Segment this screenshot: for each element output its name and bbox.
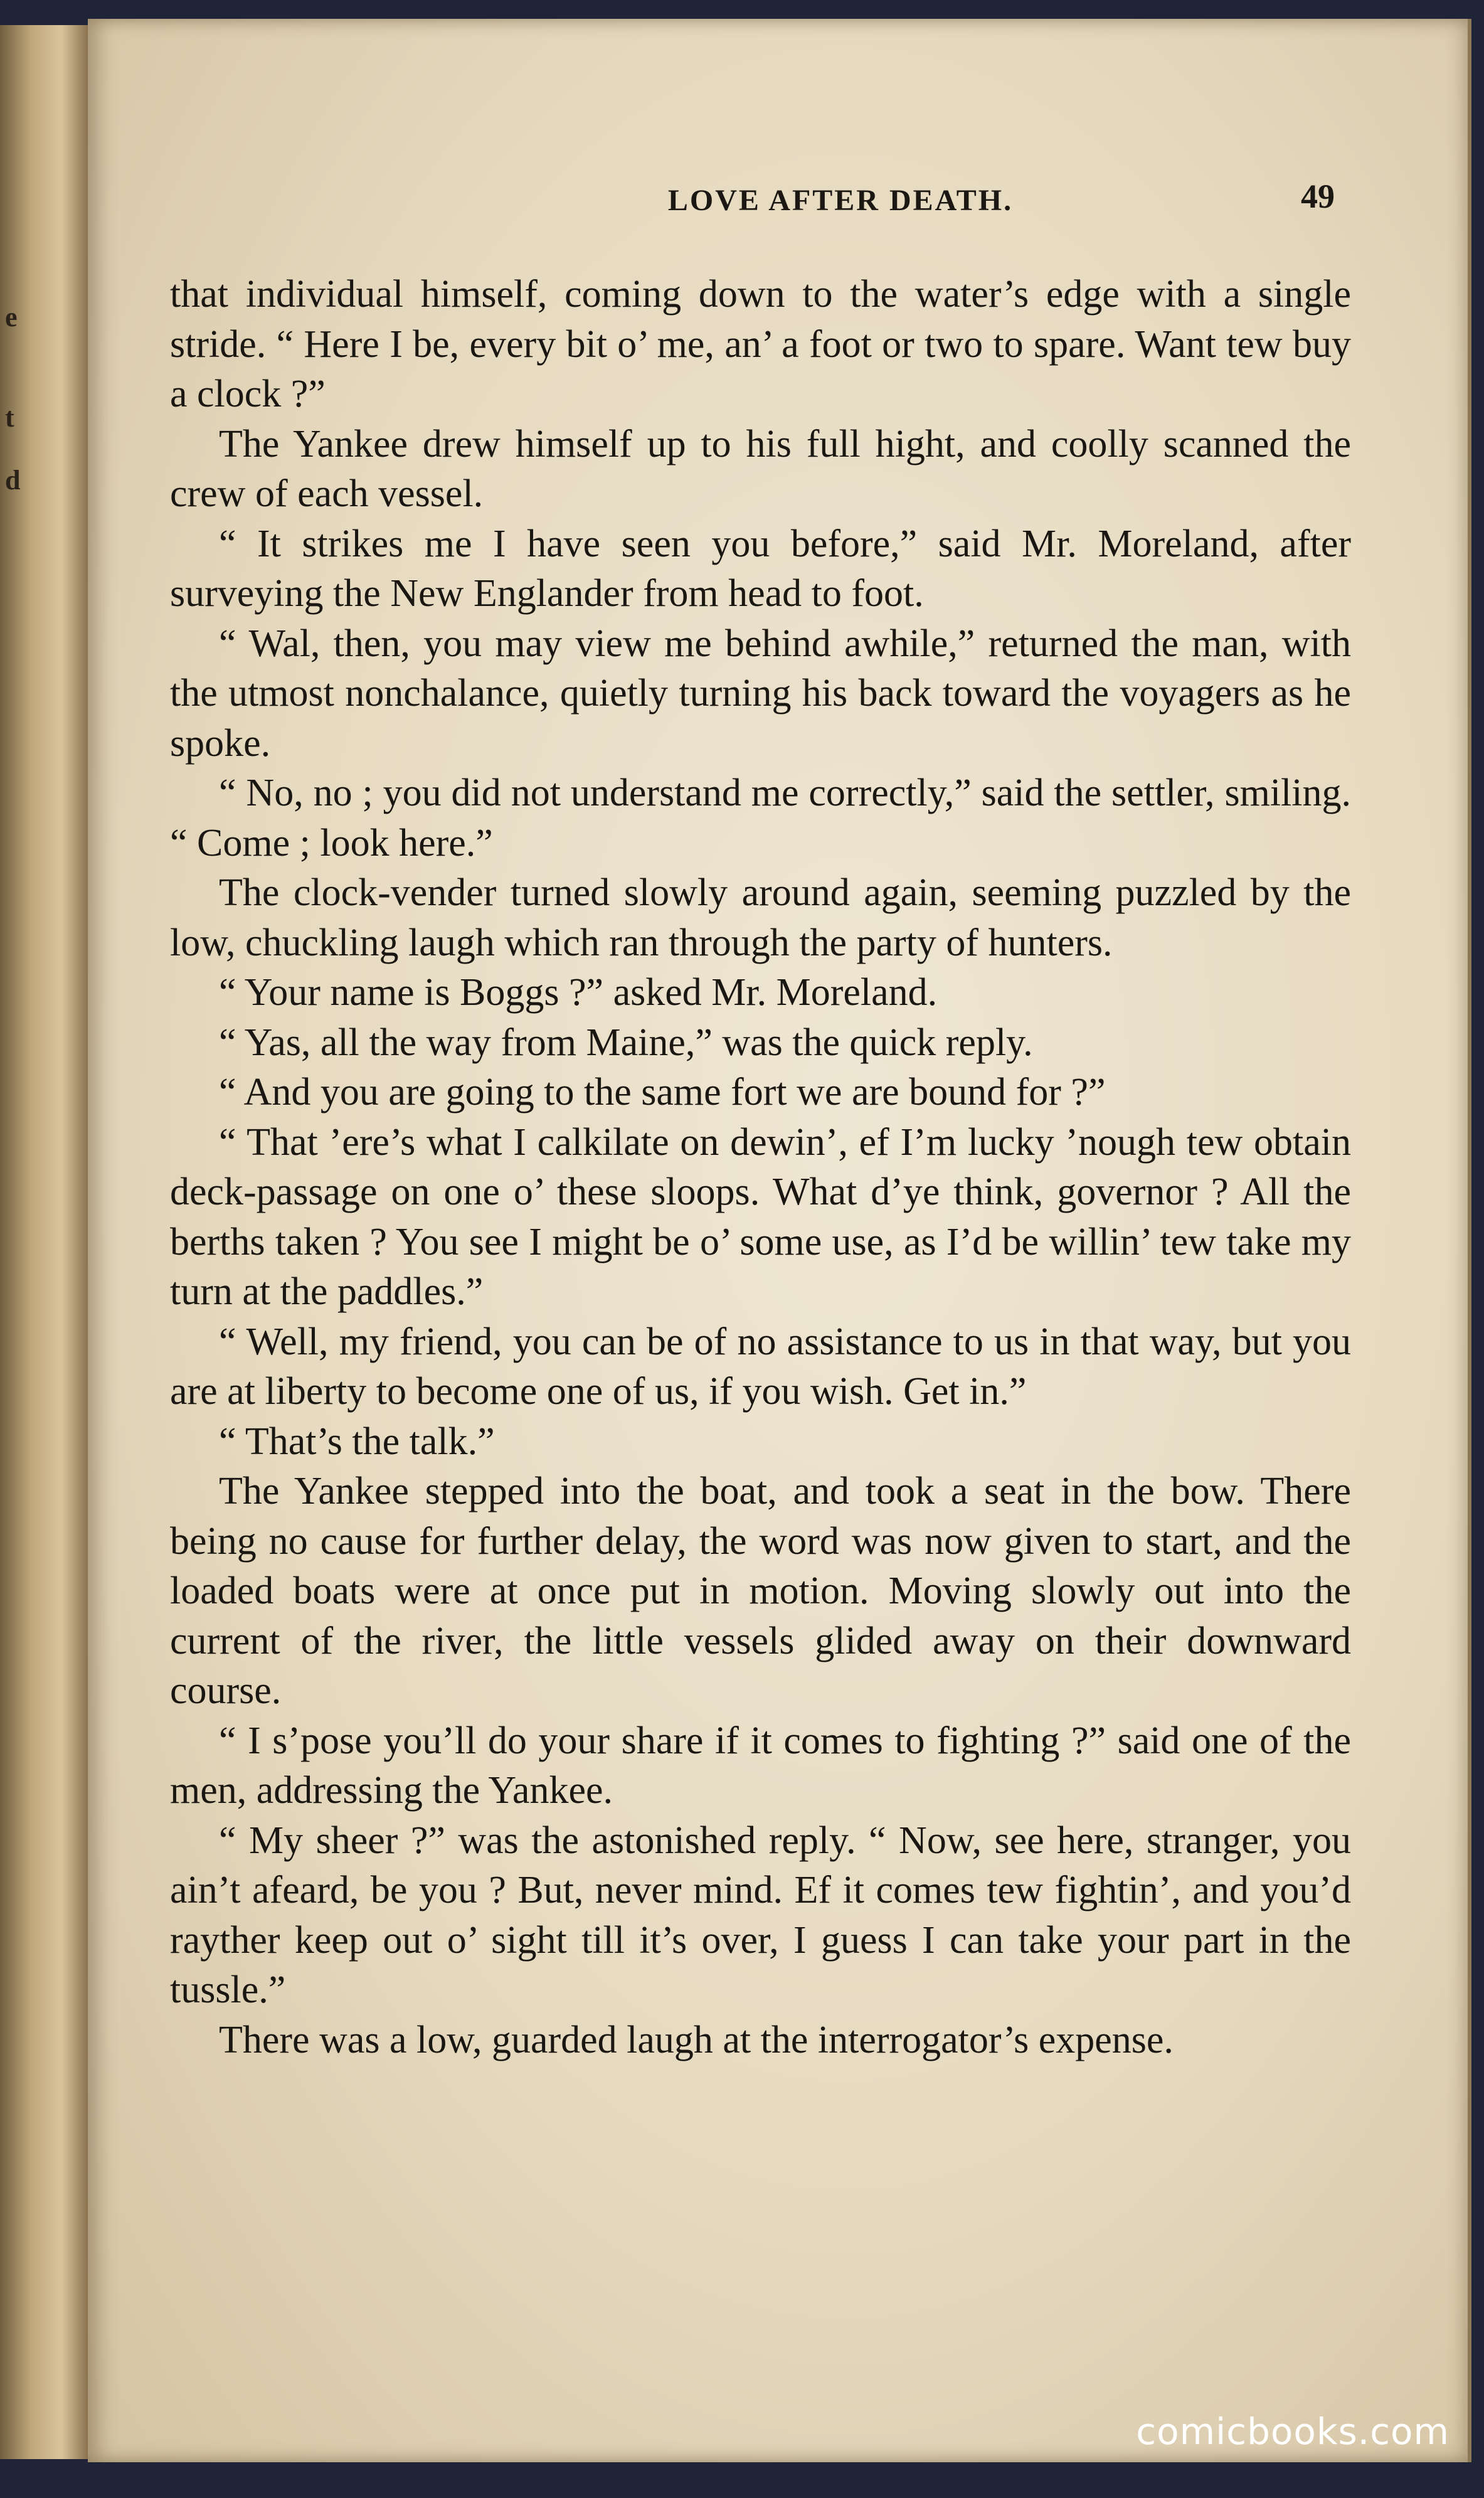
paragraph: “ And you are going to the same fort we are bound for ?” [219, 1071, 1106, 1113]
watermark: comicbooks.com [1136, 2410, 1450, 2453]
paragraph: The clock-vender turned slowly around again, seeming puzzled by the low, chuckling laugh which ran through the party of hunters. [170, 871, 1351, 964]
running-header: LOVE AFTER DEATH. [667, 184, 1014, 217]
page-number: 49 [1301, 178, 1335, 215]
paragraph: “ It strikes me I have seen you before,” said Mr. Moreland, after surveying the New Englander from head to foot. [170, 522, 1351, 615]
margin-letter: t [5, 402, 14, 433]
paragraph: “ No, no ; you did not understand me correctly,” said the settler, smiling. “ Come ; look here.” [170, 772, 1351, 864]
paragraph: “ Your name is Boggs ?” asked Mr. Moreland. [219, 971, 938, 1014]
book-page [88, 19, 1471, 2462]
paragraph: “ That ’ere’s what I calkilate on dewin’, ef I’m lucky ’nough tew obtain deck-passage on one o’ these sloops. What d’ye think, governor ? All the berths taken ? You see I might be o’ some use, as I’d be willin’ tew take my turn at the paddles.” [170, 1120, 1351, 1313]
paragraph: There was a low, guarded laugh at the interrogator’s expense. [219, 2018, 1174, 2061]
paragraph: “ I s’pose you’ll do your share if it comes to fighting ?” said one of the men, addressing the Yankee. [170, 1719, 1351, 1812]
body-text [170, 270, 1351, 2065]
paragraph: The Yankee stepped into the boat, and took a seat in the bow. There being no cause for further delay, the word was now given to start, and the loaded boats were at once put in motion. Moving slowly out into the current of the river, the little vessels glided away on their downward course. [170, 1470, 1351, 1712]
paragraph: “ Wal, then, you may view me behind awhile,” returned the man, with the utmost nonchalance, quietly turning his back toward the voyagers as he spoke. [170, 622, 1351, 765]
paragraph: The Yankee drew himself up to his full hight, and coolly scanned the crew of each vessel. [170, 422, 1351, 515]
paragraph: “ Well, my friend, you can be of no assistance to us in that way, but you are at liberty to become one of us, if you wish. Get in.” [170, 1320, 1351, 1413]
paragraph: “ That’s the talk.” [219, 1420, 495, 1463]
margin-letter: d [5, 465, 21, 496]
paragraph: that individual himself, coming down to the water’s edge with a single stride. “ Here I be, every bit o’ me, an’ a foot or two to spare. Want tew buy a clock ?” [170, 273, 1351, 415]
book-spine-edge [0, 25, 88, 2459]
margin-letter: e [5, 302, 18, 332]
paragraph: “ Yas, all the way from Maine,” was the quick reply. [219, 1021, 1033, 1064]
paragraph: “ My sheer ?” was the astonished reply. “ Now, see here, stranger, you ain’t afeard, be you ? But, never mind. Ef it comes tew fightin’, and you’d rayther keep out o’ sight till it’s over, I guess I can take your part in the tussle.” [170, 1819, 1351, 2011]
